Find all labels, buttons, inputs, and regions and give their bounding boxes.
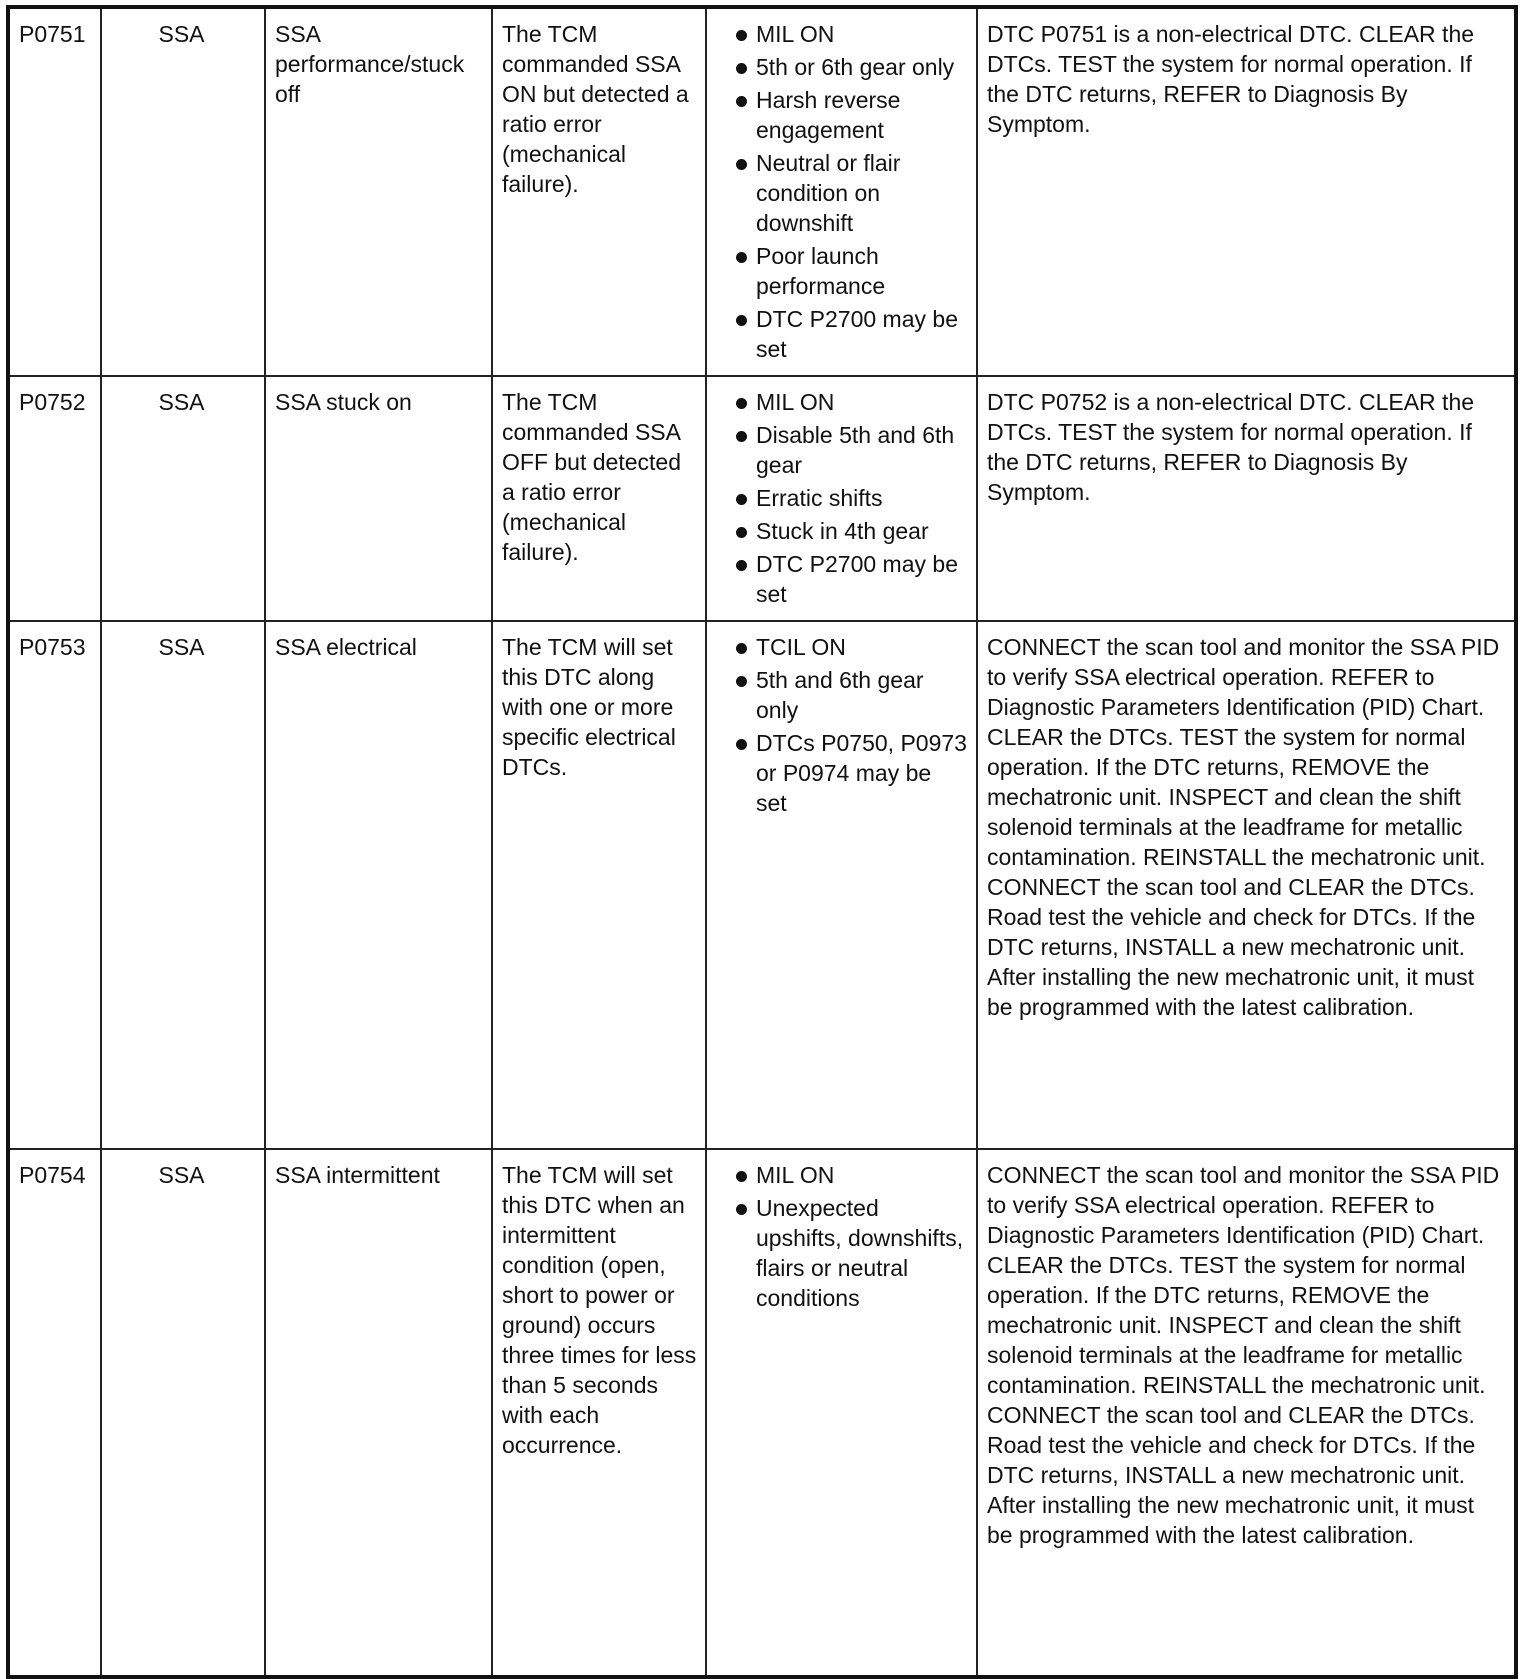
system-cell xyxy=(101,7,265,376)
bullet-icon xyxy=(736,315,747,326)
symptom-text: DTC P2700 may be set xyxy=(756,306,958,362)
dtc-table xyxy=(6,5,1518,1679)
bullet-icon xyxy=(736,643,747,654)
list-item xyxy=(716,1193,968,1313)
symptom-list xyxy=(716,1160,968,1313)
symptoms-cell xyxy=(706,7,977,376)
symptoms-cell xyxy=(706,376,977,621)
list-item xyxy=(716,387,968,417)
dtc-title-cell xyxy=(265,7,492,376)
action-text: DTC P0752 is a non-electrical DTC. CLEAR the DTCs. TEST the system for normal operation. If the DTC returns, REFER to Diagnosis By Symptom. xyxy=(987,389,1475,505)
symptom-text: MIL ON xyxy=(756,1162,835,1188)
table-row xyxy=(8,621,1516,1149)
condition-cell xyxy=(492,376,706,621)
symptom-text: MIL ON xyxy=(756,21,835,47)
table-row xyxy=(8,7,1516,376)
dtc-title-cell xyxy=(265,1149,492,1677)
list-item xyxy=(716,19,968,49)
symptom-list xyxy=(716,632,968,818)
action-cell xyxy=(977,1149,1516,1677)
list-item xyxy=(716,516,968,546)
bullet-icon xyxy=(736,431,747,442)
table-row xyxy=(8,1149,1516,1677)
dtc-code-cell xyxy=(8,1149,101,1677)
bullet-icon xyxy=(736,30,747,41)
list-item xyxy=(716,483,968,513)
symptom-text: TCIL ON xyxy=(756,634,846,660)
dtc-title: SSA intermittent xyxy=(275,1162,440,1188)
symptom-text: Neutral or flair condition on downshift xyxy=(756,150,901,236)
system-cell xyxy=(101,376,265,621)
symptom-text: DTCs P0750, P0973 or P0974 may be set xyxy=(756,730,967,816)
bullet-icon xyxy=(736,398,747,409)
list-item xyxy=(716,148,968,238)
dtc-title: SSA performance/stuck off xyxy=(275,21,465,107)
list-item xyxy=(716,1160,968,1190)
system-cell xyxy=(101,1149,265,1677)
list-item xyxy=(716,728,968,818)
condition-cell xyxy=(492,7,706,376)
condition-text: The TCM commanded SSA ON but detected a ratio error (mechanical failure). xyxy=(502,21,689,197)
symptom-list xyxy=(716,19,968,364)
bullet-icon xyxy=(736,560,747,571)
symptom-text: Stuck in 4th gear xyxy=(756,518,929,544)
action-text: CONNECT the scan tool and monitor the SSA PID to verify SSA electrical operation. REFER to Diagnostic Parameters Identification (PID) Chart. CLEAR the DTCs. TEST the system for normal operation. If the DTC returns, REMOVE the mechatronic unit. INSPECT and clean the shift solenoid terminals at the leadframe for metallic contamination. REINSTALL the mechatronic unit. CONNECT the scan tool and CLEAR the DTCs. Road test the vehicle and check for DTCs. If the DTC returns, INSTALL a new mechatronic unit. After installing the new mechatronic unit, it must be programmed with the latest calibration. xyxy=(987,1162,1500,1548)
list-item xyxy=(716,549,968,609)
symptoms-cell xyxy=(706,621,977,1149)
list-item xyxy=(716,420,968,480)
symptom-text: Erratic shifts xyxy=(756,485,883,511)
dtc-code-cell xyxy=(8,621,101,1149)
bullet-icon xyxy=(736,1171,747,1182)
bullet-icon xyxy=(736,96,747,107)
symptom-text: 5th and 6th gear only xyxy=(756,667,924,723)
symptom-text: Harsh reverse engagement xyxy=(756,87,901,143)
system-name: SSA xyxy=(158,634,205,660)
list-item xyxy=(716,632,968,662)
action-text: CONNECT the scan tool and monitor the SSA PID to verify SSA electrical operation. REFER to Diagnostic Parameters Identification (PID) Chart. CLEAR the DTCs. TEST the system for normal operation. If the DTC returns, REMOVE the mechatronic unit. INSPECT and clean the shift solenoid terminals at the leadframe for metallic contamination. REINSTALL the mechatronic unit. CONNECT the scan tool and CLEAR the DTCs. Road test the vehicle and check for DTCs. If the DTC returns, INSTALL a new mechatronic unit. After installing the new mechatronic unit, it must be programmed with the latest calibration. xyxy=(987,634,1500,1020)
action-text: DTC P0751 is a non-electrical DTC. CLEAR the DTCs. TEST the system for normal operation. If the DTC returns, REFER to Diagnosis By Symptom. xyxy=(987,21,1475,137)
list-item xyxy=(716,52,968,82)
bullet-icon xyxy=(736,676,747,687)
system-name: SSA xyxy=(158,21,205,47)
condition-text: The TCM will set this DTC along with one or more specific electrical DTCs. xyxy=(502,634,676,780)
list-item xyxy=(716,85,968,145)
list-item xyxy=(716,304,968,364)
dtc-title: SSA stuck on xyxy=(275,389,412,415)
dtc-code-cell xyxy=(8,376,101,621)
bullet-icon xyxy=(736,252,747,263)
system-cell xyxy=(101,621,265,1149)
dtc-title-cell xyxy=(265,376,492,621)
dtc-title: SSA electrical xyxy=(275,634,417,660)
symptoms-cell xyxy=(706,1149,977,1677)
symptom-text: Poor launch performance xyxy=(756,243,886,299)
dtc-code-cell xyxy=(8,7,101,376)
bullet-icon xyxy=(736,159,747,170)
list-item xyxy=(716,241,968,301)
dtc-code: P0752 xyxy=(19,389,86,415)
bullet-icon xyxy=(736,739,747,750)
table-row xyxy=(8,376,1516,621)
symptom-text: Disable 5th and 6th gear xyxy=(756,422,955,478)
condition-cell xyxy=(492,621,706,1149)
action-cell xyxy=(977,621,1516,1149)
symptom-text: 5th or 6th gear only xyxy=(756,54,955,80)
bullet-icon xyxy=(736,527,747,538)
bullet-icon xyxy=(736,1204,747,1215)
condition-text: The TCM commanded SSA OFF but detected a ratio error (mechanical failure). xyxy=(502,389,681,565)
symptom-list xyxy=(716,387,968,609)
bullet-icon xyxy=(736,494,747,505)
system-name: SSA xyxy=(158,389,205,415)
condition-text: The TCM will set this DTC when an intermittent condition (open, short to power or ground) occurs three times for less than 5 seconds with each occurrence. xyxy=(502,1162,697,1458)
symptom-text: DTC P2700 may be set xyxy=(756,551,958,607)
dtc-code: P0754 xyxy=(19,1162,86,1188)
list-item xyxy=(716,665,968,725)
bullet-icon xyxy=(736,63,747,74)
symptom-text: MIL ON xyxy=(756,389,835,415)
dtc-code: P0753 xyxy=(19,634,86,660)
action-cell xyxy=(977,7,1516,376)
symptom-text: Unexpected upshifts, downshifts, flairs or neutral conditions xyxy=(756,1195,964,1311)
condition-cell xyxy=(492,1149,706,1677)
dtc-title-cell xyxy=(265,621,492,1149)
dtc-code: P0751 xyxy=(19,21,86,47)
system-name: SSA xyxy=(158,1162,205,1188)
action-cell xyxy=(977,376,1516,621)
